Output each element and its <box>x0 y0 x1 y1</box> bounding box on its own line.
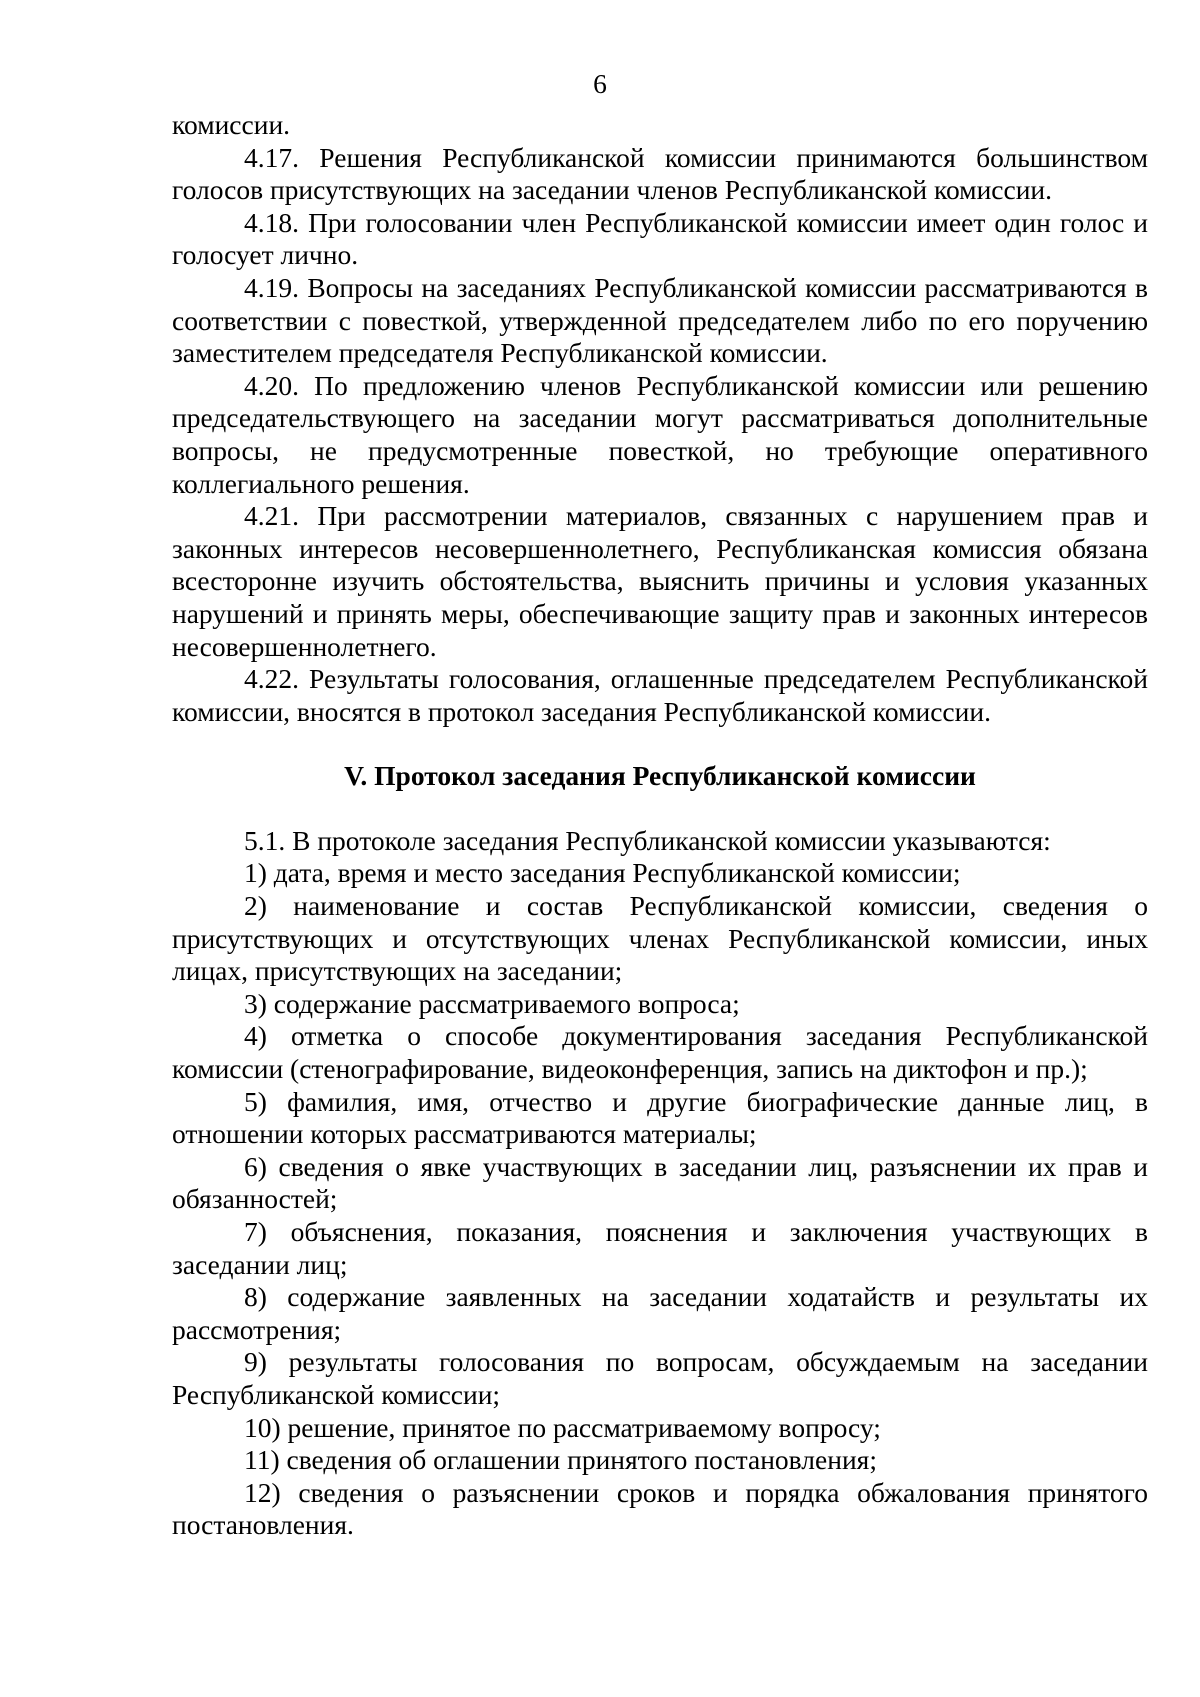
section-5-paragraph: 12) сведения о разъяснении сроков и порядка обжалования принятого постановления. <box>172 1476 1148 1541</box>
section-5-paragraph: 11) сведения об оглашении принятого постановления; <box>244 1444 877 1476</box>
section-5-paragraph: 5.1. В протоколе заседания Республиканской комиссии указываются: <box>244 824 1051 856</box>
section-5-paragraph: 8) содержание заявленных на заседании ходатайств и результаты их рассмотрения; <box>172 1281 1148 1345</box>
section-5-paragraph: 2) наименование и состав Республиканской комиссии, сведения о присутствующих и отсутствующих членах Республиканской комиссии, иных лицах, присутствующих на заседании; <box>172 890 1148 987</box>
section-4-paragraph: 4.20. По предложению членов Республиканской комиссии или решению председательствующего на заседании могут рассматриваться дополнительные вопросы, не предусмотренные повесткой, но требующие оперативного коллегиального решения. <box>172 369 1148 499</box>
section-4-paragraph: 4.22. Результаты голосования, оглашенные председателем Республиканской комиссии, вносятся в протокол заседания Республиканской комиссии. <box>172 663 1148 727</box>
section-4-paragraph: 4.18. При голосовании член Республиканской комиссии имеет один голос и голосует лично. <box>172 206 1148 271</box>
section-5-paragraph: 4) отметка о способе документирования заседания Республиканской комиссии (стенографирование, видеоконференция, запись на диктофон и пр.); <box>172 1020 1148 1085</box>
section-4-paragraph: 4.19. Вопросы на заседаниях Республиканской комиссии рассматриваются в соответствии с повесткой, утвержденной председателем либо по его поручению заместителем председателя Республиканской комиссии. <box>172 271 1148 369</box>
section-4-paragraph: 4.17. Решения Республиканской комиссии принимаются большинством голосов присутствующих на заседании членов Республиканской комиссии. <box>172 141 1148 206</box>
section-5-paragraph: 10) решение, принятое по рассматриваемому вопросу; <box>244 1411 881 1443</box>
section-5-paragraph: 1) дата, время и место заседания Республиканской комиссии; <box>244 857 961 889</box>
section-5-paragraph: 7) объяснения, показания, пояснения и заключения участвующих в заседании лиц; <box>172 1216 1148 1280</box>
section-5-body <box>172 825 1148 1542</box>
section-4-continuation <box>172 109 1148 728</box>
section-5-heading: V. Протокол заседания Республиканской комиссии <box>344 760 976 792</box>
section-5-paragraph: 9) результаты голосования по вопросам, обсуждаемым на заседании Республиканской комиссии; <box>172 1346 1148 1410</box>
section-5-paragraph: 5) фамилия, имя, отчество и другие биографические данные лиц, в отношении которых рассматриваются материалы; <box>172 1085 1148 1150</box>
page-number: 6 <box>593 68 607 99</box>
section-4-paragraph: комиссии. <box>172 109 291 140</box>
section-5-paragraph: 6) сведения о явке участвующих в заседании лиц, разъяснении их прав и обязанностей; <box>172 1150 1148 1215</box>
section-4-paragraph: 4.21. При рассмотрении материалов, связанных с нарушением прав и законных интересов несовершеннолетнего, Республиканская комиссия обязана всесторонне изучить обстоятельства, выяснить причины и условия указанных нарушений и принять меры, обеспечивающие защиту прав и законных интересов несовершеннолетнего. <box>172 500 1148 662</box>
document-body <box>172 109 1148 1542</box>
section-5-paragraph: 3) содержание рассматриваемого вопроса; <box>244 987 740 1019</box>
